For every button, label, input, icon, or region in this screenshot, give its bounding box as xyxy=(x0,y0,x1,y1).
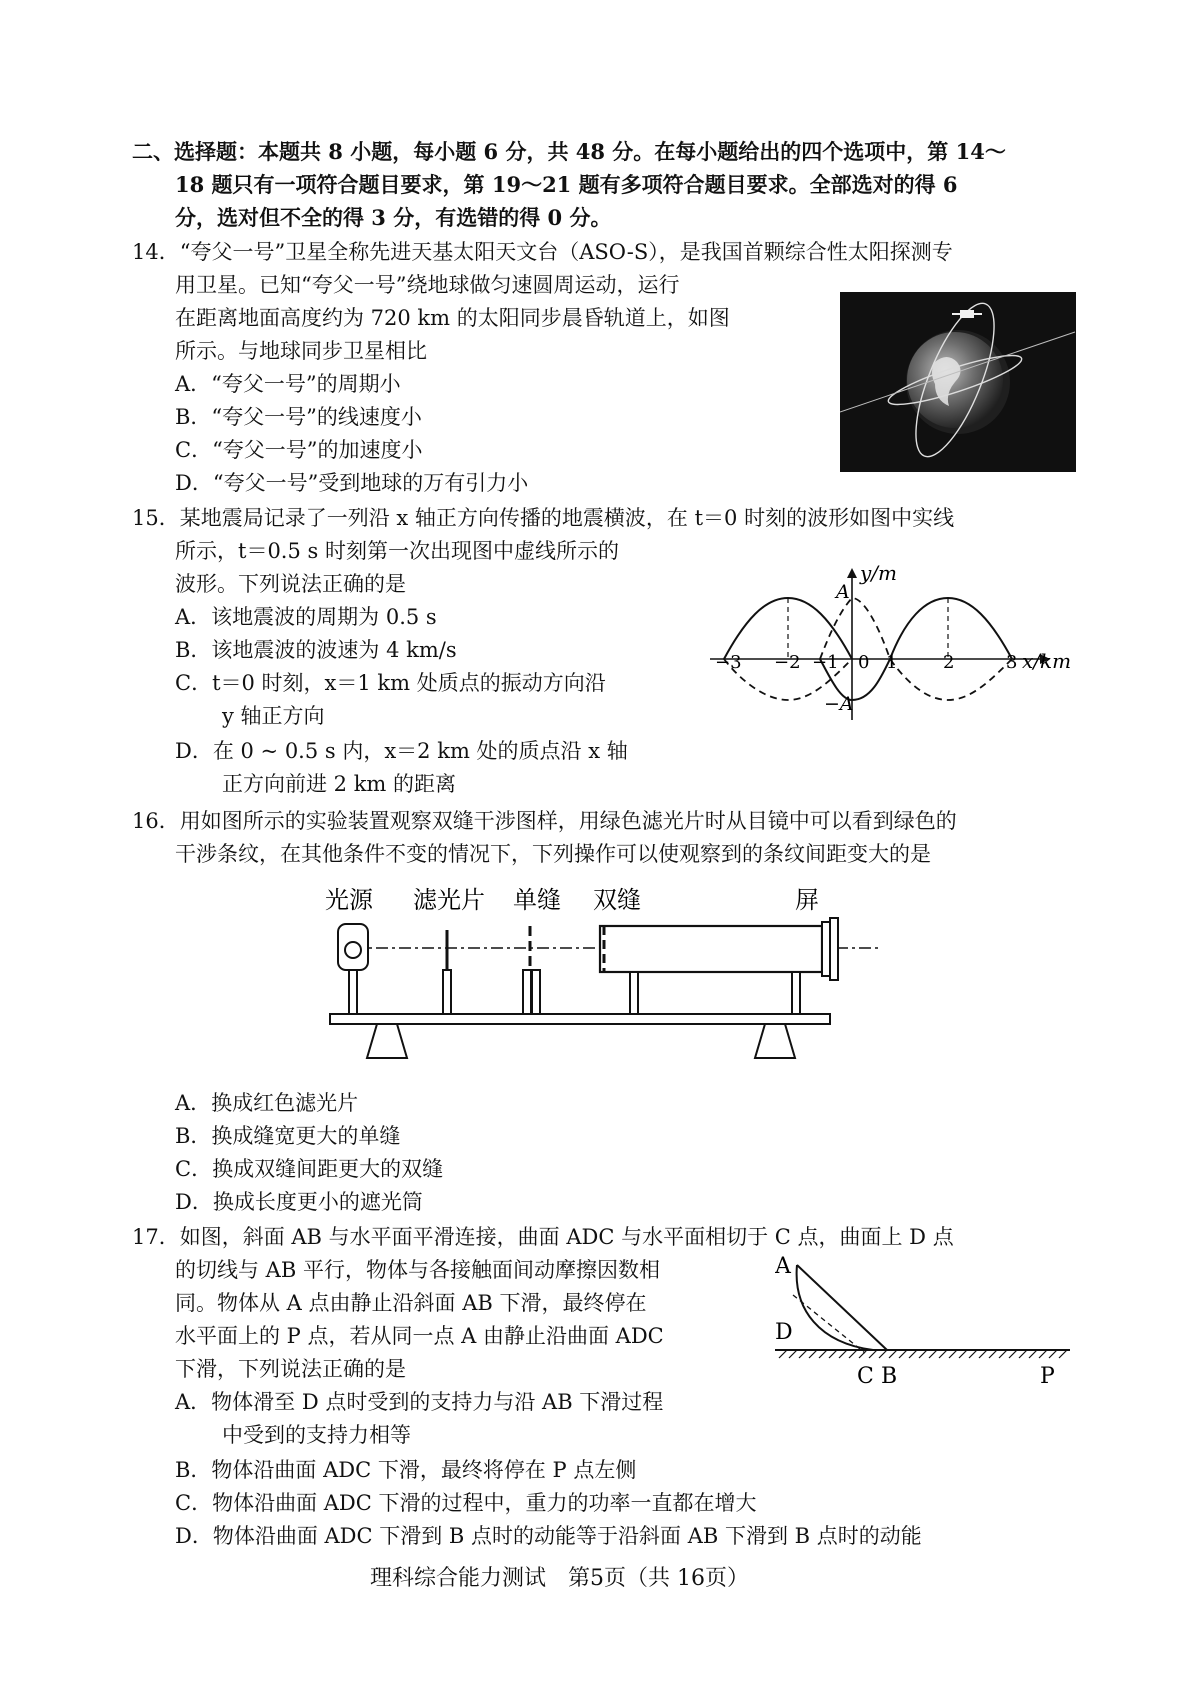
amplitude-negative-label: −A xyxy=(824,693,854,715)
y-axis-arrow xyxy=(847,568,857,578)
q16-stem-line-1: 16．用如图所示的实验装置观察双缝干涉图样，用绿色滤光片时从目镜中可以看到绿色的 xyxy=(132,809,957,833)
bench-leg-right xyxy=(755,1024,795,1058)
q17-option-c: C．物体沿曲面 ADC 下滑的过程中，重力的功率一直都在增大 xyxy=(175,1491,757,1515)
double-slit-apparatus xyxy=(325,880,885,1070)
tick-2: 2 xyxy=(943,652,955,673)
q16-option-b: B．换成缝宽更大的单缝 xyxy=(175,1124,401,1148)
q16-option-d: D．换成长度更小的遮光筒 xyxy=(175,1190,423,1214)
amplitude-positive-label: A xyxy=(836,581,850,603)
q14-option-a: A．“夸父一号”的周期小 xyxy=(175,372,401,396)
label-double-slit: 双缝 xyxy=(593,886,641,914)
q16-option-a: A．换成红色滤光片 xyxy=(175,1091,359,1115)
q14-option-c: C．“夸父一号”的加速度小 xyxy=(175,438,423,462)
label-single-slit: 单缝 xyxy=(513,886,561,914)
tube-post-right xyxy=(792,972,800,1014)
dashed-wave xyxy=(724,598,1012,700)
screen-ring-1 xyxy=(822,922,830,976)
single-slit-post-1 xyxy=(523,970,531,1014)
tick-neg3: −3 xyxy=(715,652,742,673)
tick-neg2: −2 xyxy=(774,652,801,673)
q15-stem-line-1: 15．某地震局记录了一列沿 x 轴正方向传播的地震横波，在 t＝0 时刻的波形如图中实线 xyxy=(132,506,955,530)
q15-option-a: A．该地震波的周期为 0.5 s xyxy=(175,605,437,629)
q17-option-b: B．物体沿曲面 ADC 下滑，最终将停在 P 点左侧 xyxy=(175,1458,637,1482)
q16-stem-line-2: 干涉条纹，在其他条件不变的情况下，下列操作可以使观察到的条纹间距变大的是 xyxy=(175,842,931,866)
q15-option-d-line-2: 正方向前进 2 km 的距离 xyxy=(222,772,457,796)
q14-stem-line-4: 所示。与地球同步卫星相比 xyxy=(175,339,427,363)
q15-option-c-line-1: C．t＝0 时刻，x＝1 km 处质点的振动方向沿 xyxy=(175,671,606,695)
bench-leg-left xyxy=(367,1024,407,1058)
q15-option-c-line-2: y 轴正方向 xyxy=(222,704,325,728)
section-header-line-2: 18 题只有一项符合题目要求，第 19～21 题有多项符合题目要求。全部选对的得 6 xyxy=(175,172,958,197)
wave-graph-svg xyxy=(700,560,1080,730)
q14-stem-line-3: 在距离地面高度约为 720 km 的太阳同步晨昏轨道上，如图 xyxy=(175,306,730,330)
y-axis-label: y/m xyxy=(860,561,898,585)
earth-satellite-illustration xyxy=(840,292,1076,472)
q14-stem-line-2: 用卫星。已知“夸父一号”绕地球做匀速圆周运动，运行 xyxy=(175,273,680,297)
apparatus-svg xyxy=(325,880,885,1070)
tick-neg1: −1 xyxy=(812,652,839,673)
q17-stem-line-4: 水平面上的 P 点，若从同一点 A 由静止沿曲面 ADC xyxy=(175,1324,664,1348)
q15-option-b: B．该地震波的波速为 4 km/s xyxy=(175,638,457,662)
point-a-label: A xyxy=(775,1255,791,1279)
light-tube xyxy=(600,926,822,972)
incline-svg xyxy=(775,1255,1075,1395)
single-slit-post-2 xyxy=(532,970,540,1014)
page-footer: 理科综合能力测试 第5页（共 16页） xyxy=(370,1566,749,1591)
x-axis-label: x/km xyxy=(1022,649,1072,673)
point-d-label: D xyxy=(775,1320,793,1345)
q16-option-c: C．换成双缝间距更大的双缝 xyxy=(175,1157,444,1181)
solid-wave xyxy=(724,598,1012,700)
tangent-at-d xyxy=(793,1295,865,1353)
ground-hatching xyxy=(779,1350,1067,1358)
screen-ring-2 xyxy=(830,918,838,980)
incline-ab xyxy=(797,1265,887,1350)
satellite-orbit-image xyxy=(840,292,1076,472)
q17-stem-line-2: 的切线与 AB 平行，物体与各接触面间动摩擦因数相 xyxy=(175,1258,660,1282)
origin-label: 0 xyxy=(858,652,870,673)
tick-1: 1 xyxy=(886,652,898,673)
q17-stem-line-1: 17．如图，斜面 AB 与水平面平滑连接，曲面 ADC 与水平面相切于 C 点，曲面上 D 点 xyxy=(132,1225,954,1249)
q14-option-b: B．“夸父一号”的线速度小 xyxy=(175,405,422,429)
q14-option-d: D．“夸父一号”受到地球的万有引力小 xyxy=(175,471,529,495)
tick-3: 3 xyxy=(1006,652,1018,673)
point-c-label: C xyxy=(857,1364,874,1389)
incline-curve-diagram xyxy=(775,1255,1075,1395)
label-screen: 屏 xyxy=(795,886,819,914)
q17-option-a-line-1: A．物体滑至 D 点时受到的支持力与沿 AB 下滑过程 xyxy=(175,1390,664,1414)
section-header-line-3: 分，选对但不全的得 3 分，有选错的得 0 分。 xyxy=(175,205,612,230)
q14-stem-line-1: 14．“夸父一号”卫星全称先进天基太阳天文台（ASO-S），是我国首颗综合性太阳探测专 xyxy=(132,240,953,264)
optical-bench xyxy=(330,1014,830,1024)
label-filter: 滤光片 xyxy=(413,886,485,914)
wave-graph xyxy=(700,560,1080,730)
q15-option-d-line-1: D．在 0 ~ 0.5 s 内，x＝2 km 处的质点沿 x 轴 xyxy=(175,739,628,763)
section-header-line-1: 二、选择题：本题共 8 小题，每小题 6 分，共 48 分。在每小题给出的四个选项中，第 14～ xyxy=(132,139,1006,164)
filter-post xyxy=(443,970,451,1014)
light-bulb xyxy=(345,942,361,958)
q17-stem-line-3: 同。物体从 A 点由静止沿斜面 AB 下滑，最终停在 xyxy=(175,1291,647,1315)
q17-stem-line-5: 下滑，下列说法正确的是 xyxy=(175,1357,406,1381)
q17-option-d: D．物体沿曲面 ADC 下滑到 B 点时的动能等于沿斜面 AB 下滑到 B 点时的动能 xyxy=(175,1524,922,1548)
point-b-label: B xyxy=(881,1364,898,1389)
q15-stem-line-2: 所示，t＝0.5 s 时刻第一次出现图中虚线所示的 xyxy=(175,539,619,563)
q17-option-a-line-2: 中受到的支持力相等 xyxy=(222,1423,411,1447)
tube-post-left xyxy=(630,972,638,1014)
label-light-source: 光源 xyxy=(325,886,373,914)
point-p-label: P xyxy=(1040,1364,1055,1389)
q15-stem-line-3: 波形。下列说法正确的是 xyxy=(175,572,406,596)
source-post xyxy=(349,970,357,1014)
